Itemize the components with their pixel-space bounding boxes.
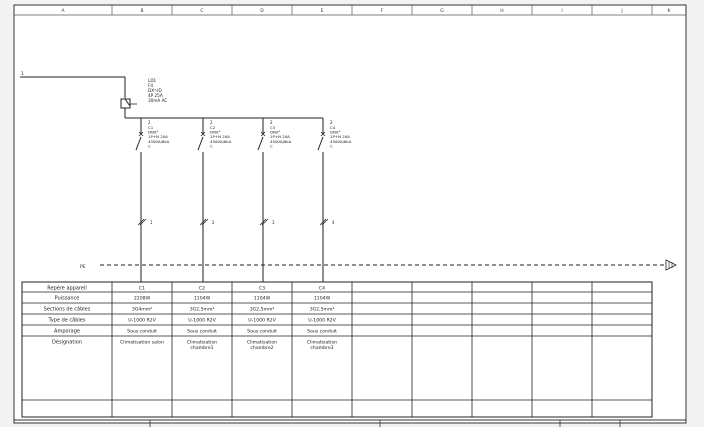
column-letter: B: [140, 9, 144, 14]
table-cell: U-1000 R2V: [248, 318, 276, 324]
table-cell-designation: Climatisation chambre1: [186, 340, 218, 351]
column-letter: F: [380, 9, 384, 14]
table-row-header: Sections de câbles: [43, 306, 91, 313]
column-letter: H: [500, 9, 504, 14]
table-cell: 2208W: [133, 296, 151, 302]
breaker-label: C2 DNX³ 1P+N 20A 4500A/6kA C: [210, 125, 232, 149]
circuit-table: [22, 282, 652, 417]
column-letter: J: [621, 9, 623, 14]
table-row-header: Puissance: [54, 295, 80, 302]
table-cell: C1: [138, 286, 146, 292]
column-letter: G: [440, 9, 444, 14]
table-cell: C4: [318, 286, 326, 292]
table-row-header: Amporage: [54, 328, 80, 335]
breaker-ref: 2: [270, 120, 273, 125]
table-cell-designation: Climatisation chambre2: [246, 340, 278, 351]
breaker-label: C3 DNX³ 1P+N 20A 4500A/6kA C: [270, 125, 292, 149]
table-cell: Sous conduit: [127, 329, 157, 335]
table-cell: 1104W: [193, 296, 211, 302]
table-cell: C3: [258, 286, 266, 292]
table-cell: U-1000 R2V: [188, 318, 216, 324]
table-row-header: Type de câbles: [48, 317, 86, 324]
table-cell: Sous conduit: [247, 329, 277, 335]
table-row-header: Désignation: [52, 339, 82, 346]
table-cell: 3G2,5mm²: [309, 307, 335, 313]
column-letter: E: [320, 9, 324, 14]
breaker-label: C4 DNX³ 1P+N 20A 4500A/6kA C: [330, 125, 352, 149]
cable-number: 1: [150, 220, 153, 225]
cable-number: 4: [332, 220, 335, 225]
cable-number: 3: [272, 220, 275, 225]
earth-label: PE: [80, 265, 86, 270]
table-cell: Sous conduit: [187, 329, 217, 335]
table-cell: U-1000 R2V: [308, 318, 336, 324]
incoming-label: 1: [21, 72, 24, 77]
cable-number: 2: [212, 220, 215, 225]
column-letter: D: [260, 9, 264, 14]
table-cell: 1104W: [313, 296, 331, 302]
table-cell: Sous conduit: [307, 329, 337, 335]
table-cell: C2: [198, 286, 206, 292]
breaker-ref: 2: [210, 120, 213, 125]
table-cell-designation: Climatisation chambre3: [306, 340, 338, 351]
breaker-ref: 2: [330, 120, 333, 125]
column-letter: I: [561, 9, 563, 14]
main-breaker-label: LD1 F4 DX³-ID 4P 25A 30mA AC: [148, 78, 168, 103]
table-cell: 3G4mm²: [131, 307, 153, 313]
column-letter: C: [200, 9, 204, 14]
table-cell: U-1000 R2V: [128, 318, 156, 324]
column-letter: K: [667, 9, 671, 14]
table-row-header: Repère appareil: [47, 285, 87, 292]
table-cell-designation: Climatisation salon: [120, 340, 164, 346]
table-cell: 1104W: [253, 296, 271, 302]
column-letter: A: [61, 9, 65, 14]
breaker-label: C1 DNX³ 1P+N 20A 4500A/6kA C: [148, 125, 170, 149]
table-cell: 3G2,5mm²: [249, 307, 275, 313]
breaker-ref: 2: [148, 120, 151, 125]
table-cell: 3G2,5mm²: [189, 307, 215, 313]
